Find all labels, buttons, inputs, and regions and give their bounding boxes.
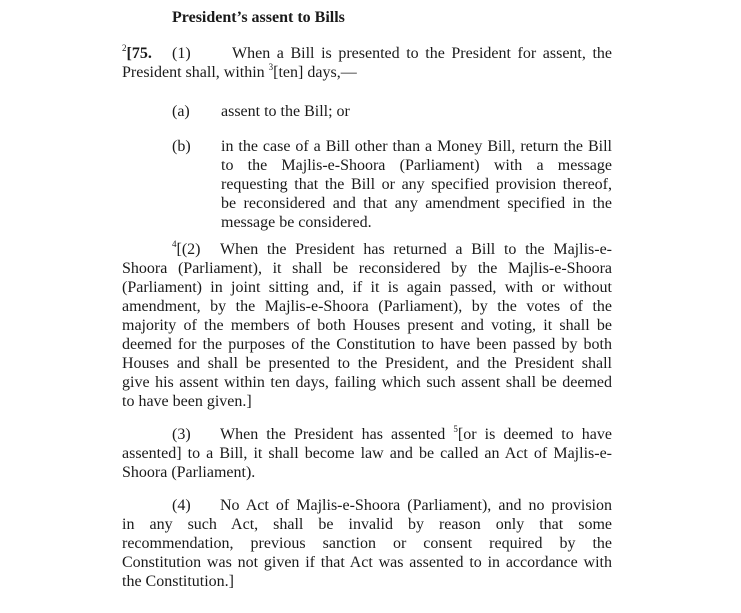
clause-b-text <box>221 137 612 232</box>
clause-4-line: in any such Act, shall be invalid by reason only that some <box>122 516 612 533</box>
clause-3-line-1 <box>122 425 612 444</box>
clause-3-line: assented] to a Bill, it shall become law and be called an Act of Majlis-e- <box>122 445 612 462</box>
clause-2-line: Shoora (Parliament), it shall be reconsidered by the Majlis-e-Shoora <box>122 260 612 277</box>
article-75-clause-3 <box>122 425 612 482</box>
clause-2-label-wrap <box>172 240 200 259</box>
clause-b-line: be reconsidered and that any amendment specified in the <box>221 195 612 212</box>
clause-a-line: assent to the Bill; or <box>221 103 350 120</box>
clause-3-first-tail: [or is deemed to have <box>457 426 612 443</box>
clause-b-line: to the Majlis-e-Shoora (Parliament) with a message <box>221 157 612 174</box>
clause-2-first-line: When the President has returned a Bill to the Majlis-e- <box>220 241 612 258</box>
footnote-ref-2: 2 <box>122 43 127 53</box>
clause-4-first-line: No Act of Majlis-e-Shoora (Parliament), and no provision <box>220 497 612 514</box>
article-75-text-line-2: President shall, within <box>122 64 265 81</box>
clause-2-line: to have been given.] <box>122 393 252 410</box>
clause-a-text <box>221 102 612 121</box>
article-75-clause-4 <box>122 496 612 591</box>
clause-2-line: amendment, by the Majlis-e-Shoora (Parliament), by the votes of the <box>122 298 612 315</box>
article-75-clause-2 <box>122 240 612 411</box>
clause-b-line: message be considered. <box>221 214 372 231</box>
article-75-clause-1 <box>122 44 612 82</box>
clause-2-line: Houses and shall be presented to the President, and the President shall <box>122 355 612 372</box>
clause-b-line: requesting that the Bill or any specified provision thereof, <box>221 176 612 193</box>
clause-3-line: Shoora (Parliament). <box>122 464 256 481</box>
clause-3-footnote-wrap <box>453 426 612 443</box>
article-75-line-2 <box>122 63 612 82</box>
clause-4-line-1 <box>122 496 612 515</box>
clause-2-line: (Parliament) in joint sitting and, if it is again passed, with or without <box>122 279 612 296</box>
clause-3-first-line <box>220 425 612 444</box>
ten-days-text: [ten] days,— <box>273 64 357 81</box>
clause-3-first-head: When the President has assented <box>220 426 446 443</box>
sub-clause-label-1: (1) <box>172 45 191 62</box>
clause-4-line: the Constitution.] <box>122 573 234 590</box>
section-heading: President’s assent to Bills <box>172 9 345 26</box>
clause-3-label: (3) <box>172 426 191 443</box>
clause-4-line: Constitution was not given if that Act was assented to in accordance with <box>122 554 612 571</box>
clause-2-label: [(2) <box>176 241 201 258</box>
article-75-line-1 <box>122 44 612 63</box>
footnote-ref-4: 4 <box>172 239 177 249</box>
clause-4-line: recommendation, previous sanction or consent required by the <box>122 535 612 552</box>
article-75-text-line-1: When a Bill is presented to the President for assent, the <box>232 45 612 62</box>
clause-4-label: (4) <box>172 497 191 514</box>
footnote-ref-5: 5 <box>453 425 458 434</box>
clause-b-line: in the case of a Bill other than a Money Bill, return the Bill <box>221 138 612 155</box>
clause-a-label: (a) <box>172 103 190 120</box>
clause-2-line: give his assent within ten days, failing which such assent shall be deemed <box>122 374 612 391</box>
clause-2-line: deemed for the purposes of the Constitution to have been passed by both <box>122 336 612 353</box>
footnote-ref-3: 3 <box>268 62 274 72</box>
article-75-start <box>122 44 152 63</box>
article-number: [75. <box>126 45 152 62</box>
clause-2-line-1 <box>122 240 612 259</box>
clause-2-line: majority of the members of both Houses present and voting, it shall be <box>122 317 612 334</box>
clause-b-label: (b) <box>172 138 191 155</box>
